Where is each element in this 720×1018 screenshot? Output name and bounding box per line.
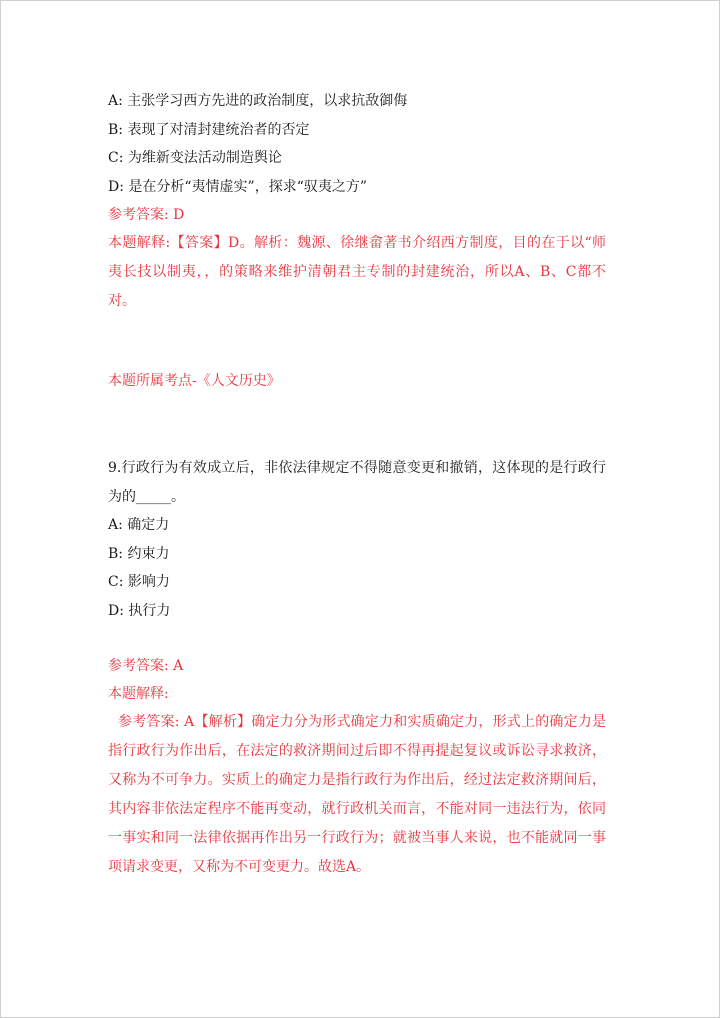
q8-option-a: A: 主张学习西方先进的政治制度，以求抗敌御侮 <box>108 93 408 109</box>
q9-answer: 参考答案: A <box>108 658 184 674</box>
q8-option-d: D: 是在分析“夷情虚实”，探求“驭夷之方” <box>108 179 368 195</box>
q9-explanation-label: 本题解释: <box>108 686 169 702</box>
q8-answer: 参考答案: D <box>108 207 185 223</box>
q8-option-b: B: 表现了对清封建统治者的否定 <box>108 122 310 138</box>
q9-option-d: D: 执行力 <box>108 603 171 619</box>
q9-explanation: 参考答案: A【解析】确定力分为形式确定力和实质确定力，形式上的确定力是指行政行为作出后，在法定的救济期间过后即不得再提起复议或诉讼寻求救济，又称为不可争力。实质上的确定力是指行政行为作出后，经过法定救济期间后，其内容非依法定程序不能再变动，就行政机关而言，不能对同一违法行为，依同一事实和同一法律依据再作出另一行政行为；就被当事人来说，也不能就同一事项请求变更，又称为不可变更力。故选A。 <box>108 714 606 875</box>
q9-option-c: C: 影响力 <box>108 574 170 590</box>
q9-option-a: A: 确定力 <box>108 517 170 533</box>
q8-topic: 本题所属考点-《人文历史》 <box>108 373 281 389</box>
q8-explanation: 本题解释:【答案】D。解析：魏源、徐继畲著书介绍西方制度，目的在于以“师夷长技以制夷，，的策略来维护清朝君主专制的封建统治，所以A、B、C都不对。 <box>108 235 606 309</box>
q9-question: 9.行政行为有效成立后，非依法律规定不得随意变更和撤销，这体现的是行政行为的_____。 <box>108 460 606 505</box>
q9-option-b: B: 约束力 <box>108 546 170 562</box>
q8-option-c: C: 为维新变法活动制造舆论 <box>108 150 282 166</box>
